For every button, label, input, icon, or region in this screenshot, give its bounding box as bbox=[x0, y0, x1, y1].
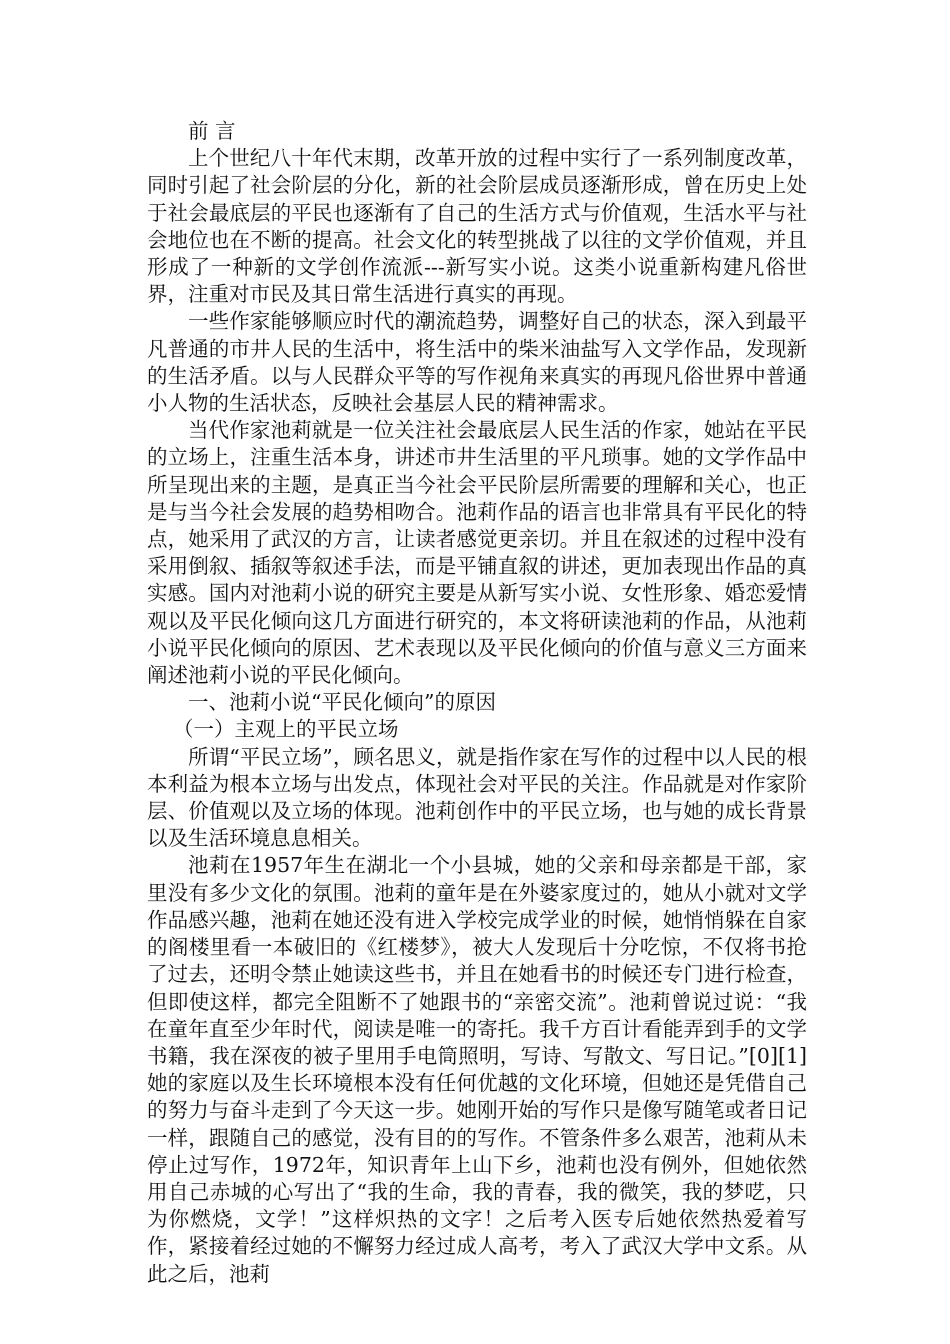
paragraph-intro-2: 一些作家能够顺应时代的潮流趋势，调整好自己的状态，深入到最平凡普通的市井人民的生活中，将生活中的柴米油盐写入文学作品，发现新的生活矛盾。以与人民群众平等的写作视角来真实的再现凡俗世界中普通小人物的生活状态，反映社会基层人民的精神需求。 bbox=[147, 309, 807, 416]
paragraph-intro-1: 上个世纪八十年代末期，改革开放的过程中实行了一系列制度改革，同时引起了社会阶层的分化，新的社会阶层成员逐渐形成，曾在历史上处于社会最底层的平民也逐渐有了自己的生活方式与价值观，生活水平与社会地位也在不断的提高。社会文化的转型挑战了以往的文学价值观，并且形成了一种新的文学创作流派---新写实小说。这类小说重新构建凡俗世界，注重对市民及其日常生活进行真实的再现。 bbox=[147, 146, 807, 307]
subsection-heading-1: （一）主观上的平民立场 bbox=[173, 717, 399, 742]
paragraph-section1-1: 所谓“平民立场”，顾名思义，就是指作家在写作的过程中以人民的根本利益为根本立场与出发点，体现社会对平民的关注。作品就是对作家阶层、价值观以及立场的体现。池莉创作中的平民立场，也与她的成长背景以及生活环境息息相关。 bbox=[147, 744, 807, 851]
document-page bbox=[147, 118, 807, 1288]
paragraph-intro-3: 当代作家池莉就是一位关注社会最底层人民生活的作家，她站在平民的立场上，注重生活本身，讲述市井生活里的平凡琐事。她的文学作品中所呈现出来的主题，是真正当今社会平民阶层所需要的理解和关心，也正是与当今社会发展的趋势相吻合。池莉作品的语言也非常具有平民化的特点，她采用了武汉的方言，让读者感觉更亲切。并且在叙述的过程中没有采用倒叙、插叙等叙述手法，而是平铺直叙的讲述，更加表现出作品的真实感。国内对池莉小说的研究主要是从新写实小说、女性形象、婚恋爱情观以及平民化倾向这几方面进行研究的，本文将研读池莉的作品，从池莉小说平民化倾向的原因、艺术表现以及平民化倾向的价值与意义三方面来阐述池莉小说的平民化倾向。 bbox=[147, 418, 807, 688]
document-title: 前 言 bbox=[188, 119, 236, 143]
section-heading-1: 一、池莉小说“平民化倾向”的原因 bbox=[188, 690, 496, 715]
paragraph-section1-2: 池莉在1957年生在湖北一个小县城，她的父亲和母亲都是干部，家里没有多少文化的氛围。池莉的童年是在外婆家度过的，她从小就对文学作品感兴趣，池莉在她还没有进入学校完成学业的时候，她悄悄躲在自家的阁楼里看一本破旧的《红楼梦》，被大人发现后十分吃惊，不仅将书抢了过去，还明令禁止她读这些书，并且在她看书的时候还专门进行检查，但即使这样，都完全阻断不了她跟书的“亲密交流”。池莉曾说过说：“我在童年直至少年时代，阅读是唯一的寄托。我千方百计看能弄到手的文学书籍，我在深夜的被子里用手电筒照明，写诗、写散文、写日记。”[0][1]她的家庭以及生长环境根本没有任何优越的文化环境，但她还是凭借自己的努力与奋斗走到了今天这一步。她刚开始的写作只是像写随笔或者日记一样，跟随自己的感觉，没有目的的写作。不管条件多么艰苦，池莉从未停止过写作，1972年，知识青年上山下乡，池莉也没有例外，但她依然用自己赤城的心写出了“我的生命，我的青春，我的微笑，我的梦呓，只为你燃烧，文学！”这样炽热的文字！之后考入医专后她依然热爱着写作，紧接着经过她的不懈努力经过成人高考，考入了武汉大学中文系。从此之后，池莉 bbox=[147, 853, 807, 1286]
